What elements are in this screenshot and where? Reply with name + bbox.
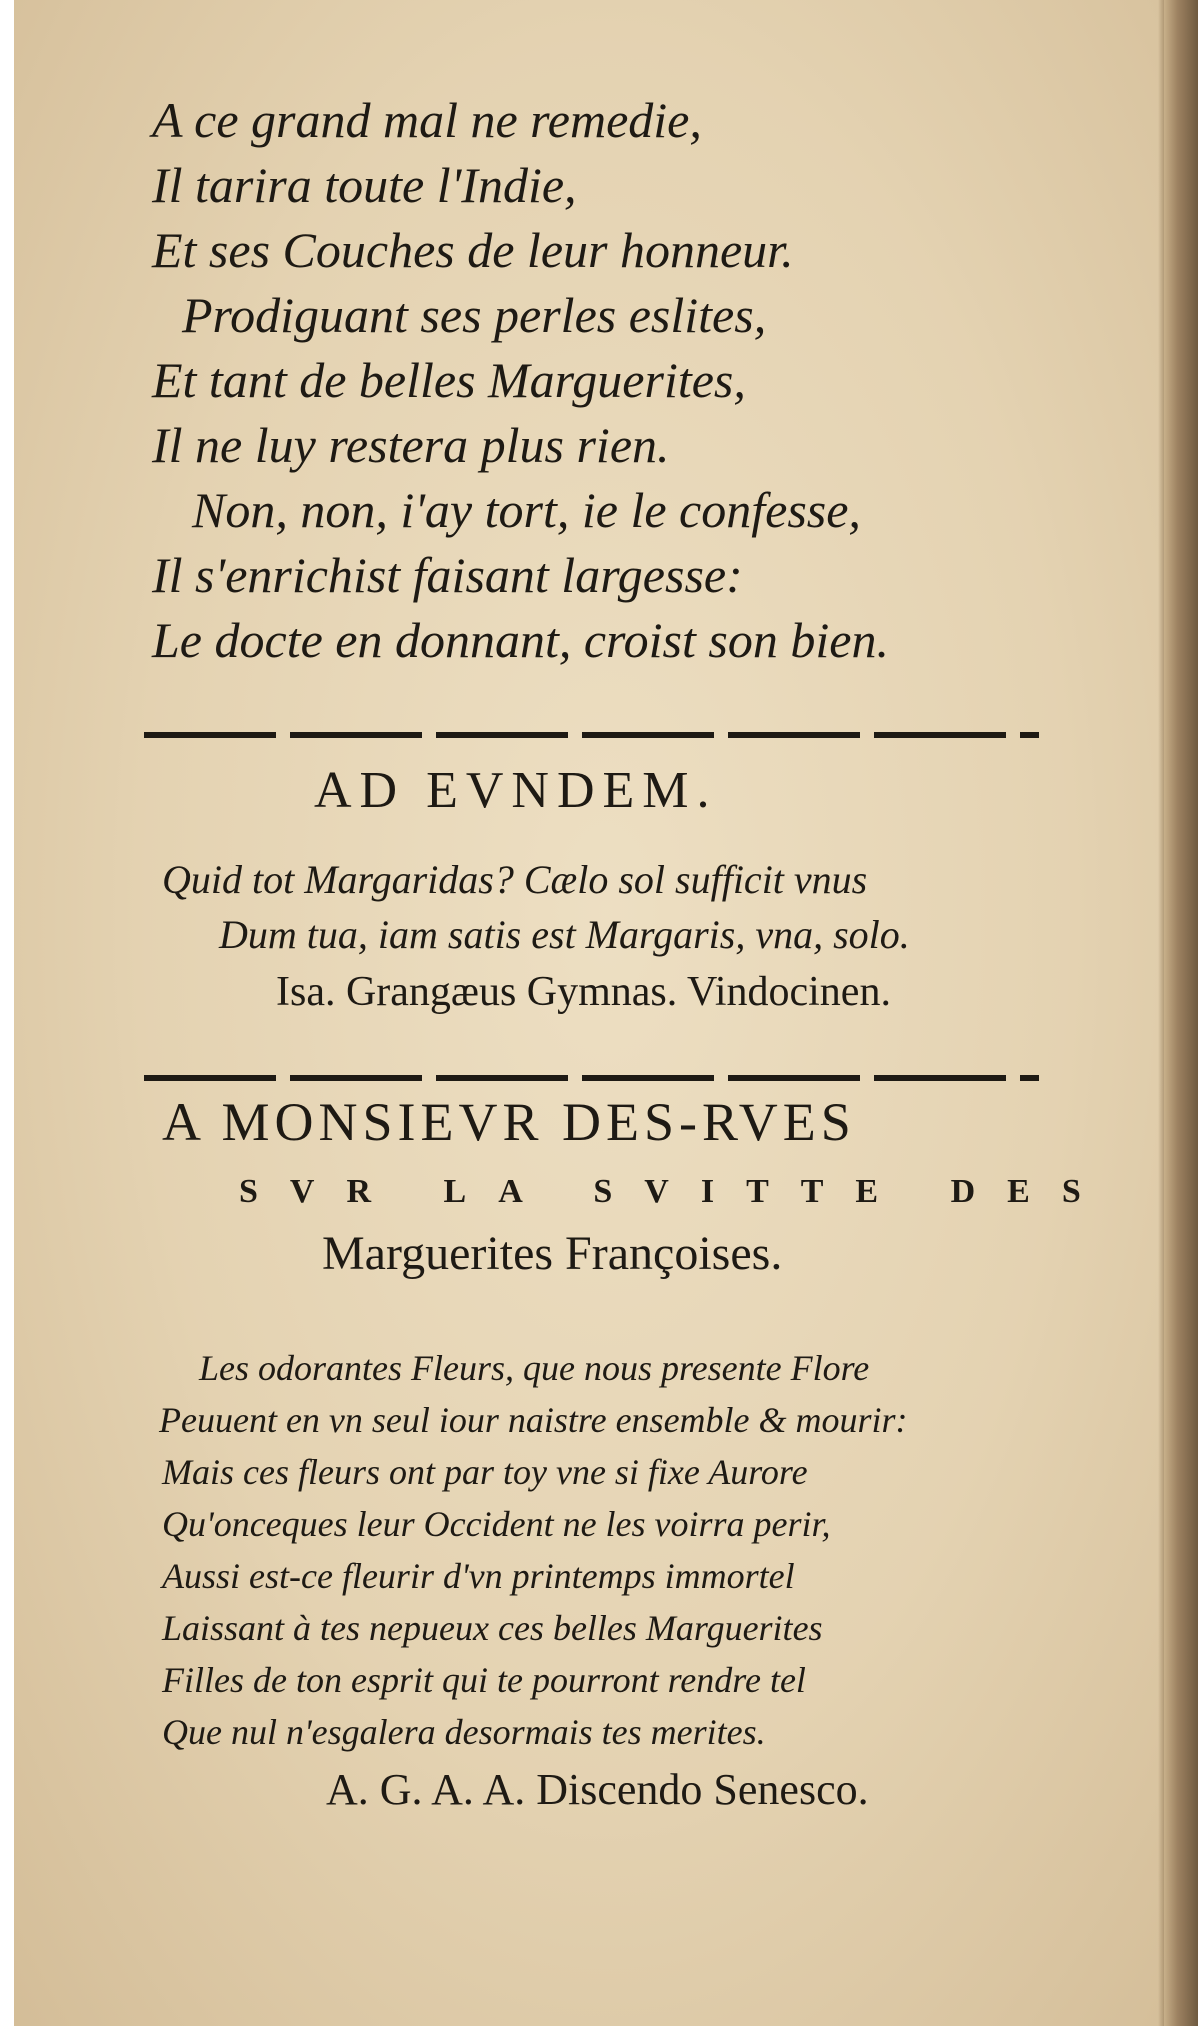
latin-verse-line: Quid tot Margaridas? Cælo sol sufficit vnus [162, 857, 868, 902]
poem-line: Il tarira toute l'Indie, [152, 157, 577, 213]
latin-verse-line: Dum tua, iam satis est Margaris, vna, solo. [219, 912, 910, 957]
french-verse-line: Mais ces fleurs ont par toy vne si fixe Aurore [162, 1452, 808, 1492]
book-spine [1164, 0, 1198, 2026]
poem-line: Le docte en donnant, croist son bien. [152, 612, 889, 668]
poem-line: Non, non, i'ay tort, ie le confesse, [192, 482, 861, 538]
poem-line: Et tant de belles Marguerites, [152, 352, 746, 408]
book-page [14, 0, 1198, 2026]
author-signature: Isa. Grangæus Gymnas. Vindocinen. [276, 969, 891, 1015]
poem-line: Il ne luy restera plus rien. [152, 417, 670, 473]
poem-line: Et ses Couches de leur honneur. [152, 222, 794, 278]
french-verse-line: Filles de ton esprit qui te pourront rendre tel [162, 1660, 806, 1700]
author-signature: A. G. A. A. Discendo Senesco. [326, 1765, 869, 1814]
section-subtitle: SVR LA SVITTE DES [239, 1173, 1113, 1210]
poem-line: A ce grand mal ne remedie, [152, 92, 702, 148]
poem-line: Il s'enrichist faisant largesse: [152, 547, 743, 603]
poem-line: Prodiguant ses perles eslites, [182, 287, 767, 343]
section-subtitle-second-line: Marguerites Françoises. [322, 1227, 783, 1280]
ornamental-rule [144, 1075, 1039, 1081]
french-verse-line: Peuuent en vn seul iour naistre ensemble & mourir: [159, 1400, 908, 1440]
section-title: A MONSIEVR DES-RVES [162, 1092, 856, 1152]
french-verse-line: Laissant à tes nepueux ces belles Marguerites [162, 1608, 823, 1648]
french-verse-line: Qu'onceques leur Occident ne les voirra perir, [162, 1504, 831, 1544]
french-verse-line: Aussi est-ce fleurir d'vn printemps immortel [162, 1556, 795, 1596]
french-verse-line: Les odorantes Fleurs, que nous presente Flore [199, 1348, 870, 1388]
ornamental-rule [144, 732, 1039, 738]
section-title: AD EVNDEM. [314, 762, 718, 819]
french-verse-line: Que nul n'esgalera desormais tes merites. [162, 1712, 766, 1752]
